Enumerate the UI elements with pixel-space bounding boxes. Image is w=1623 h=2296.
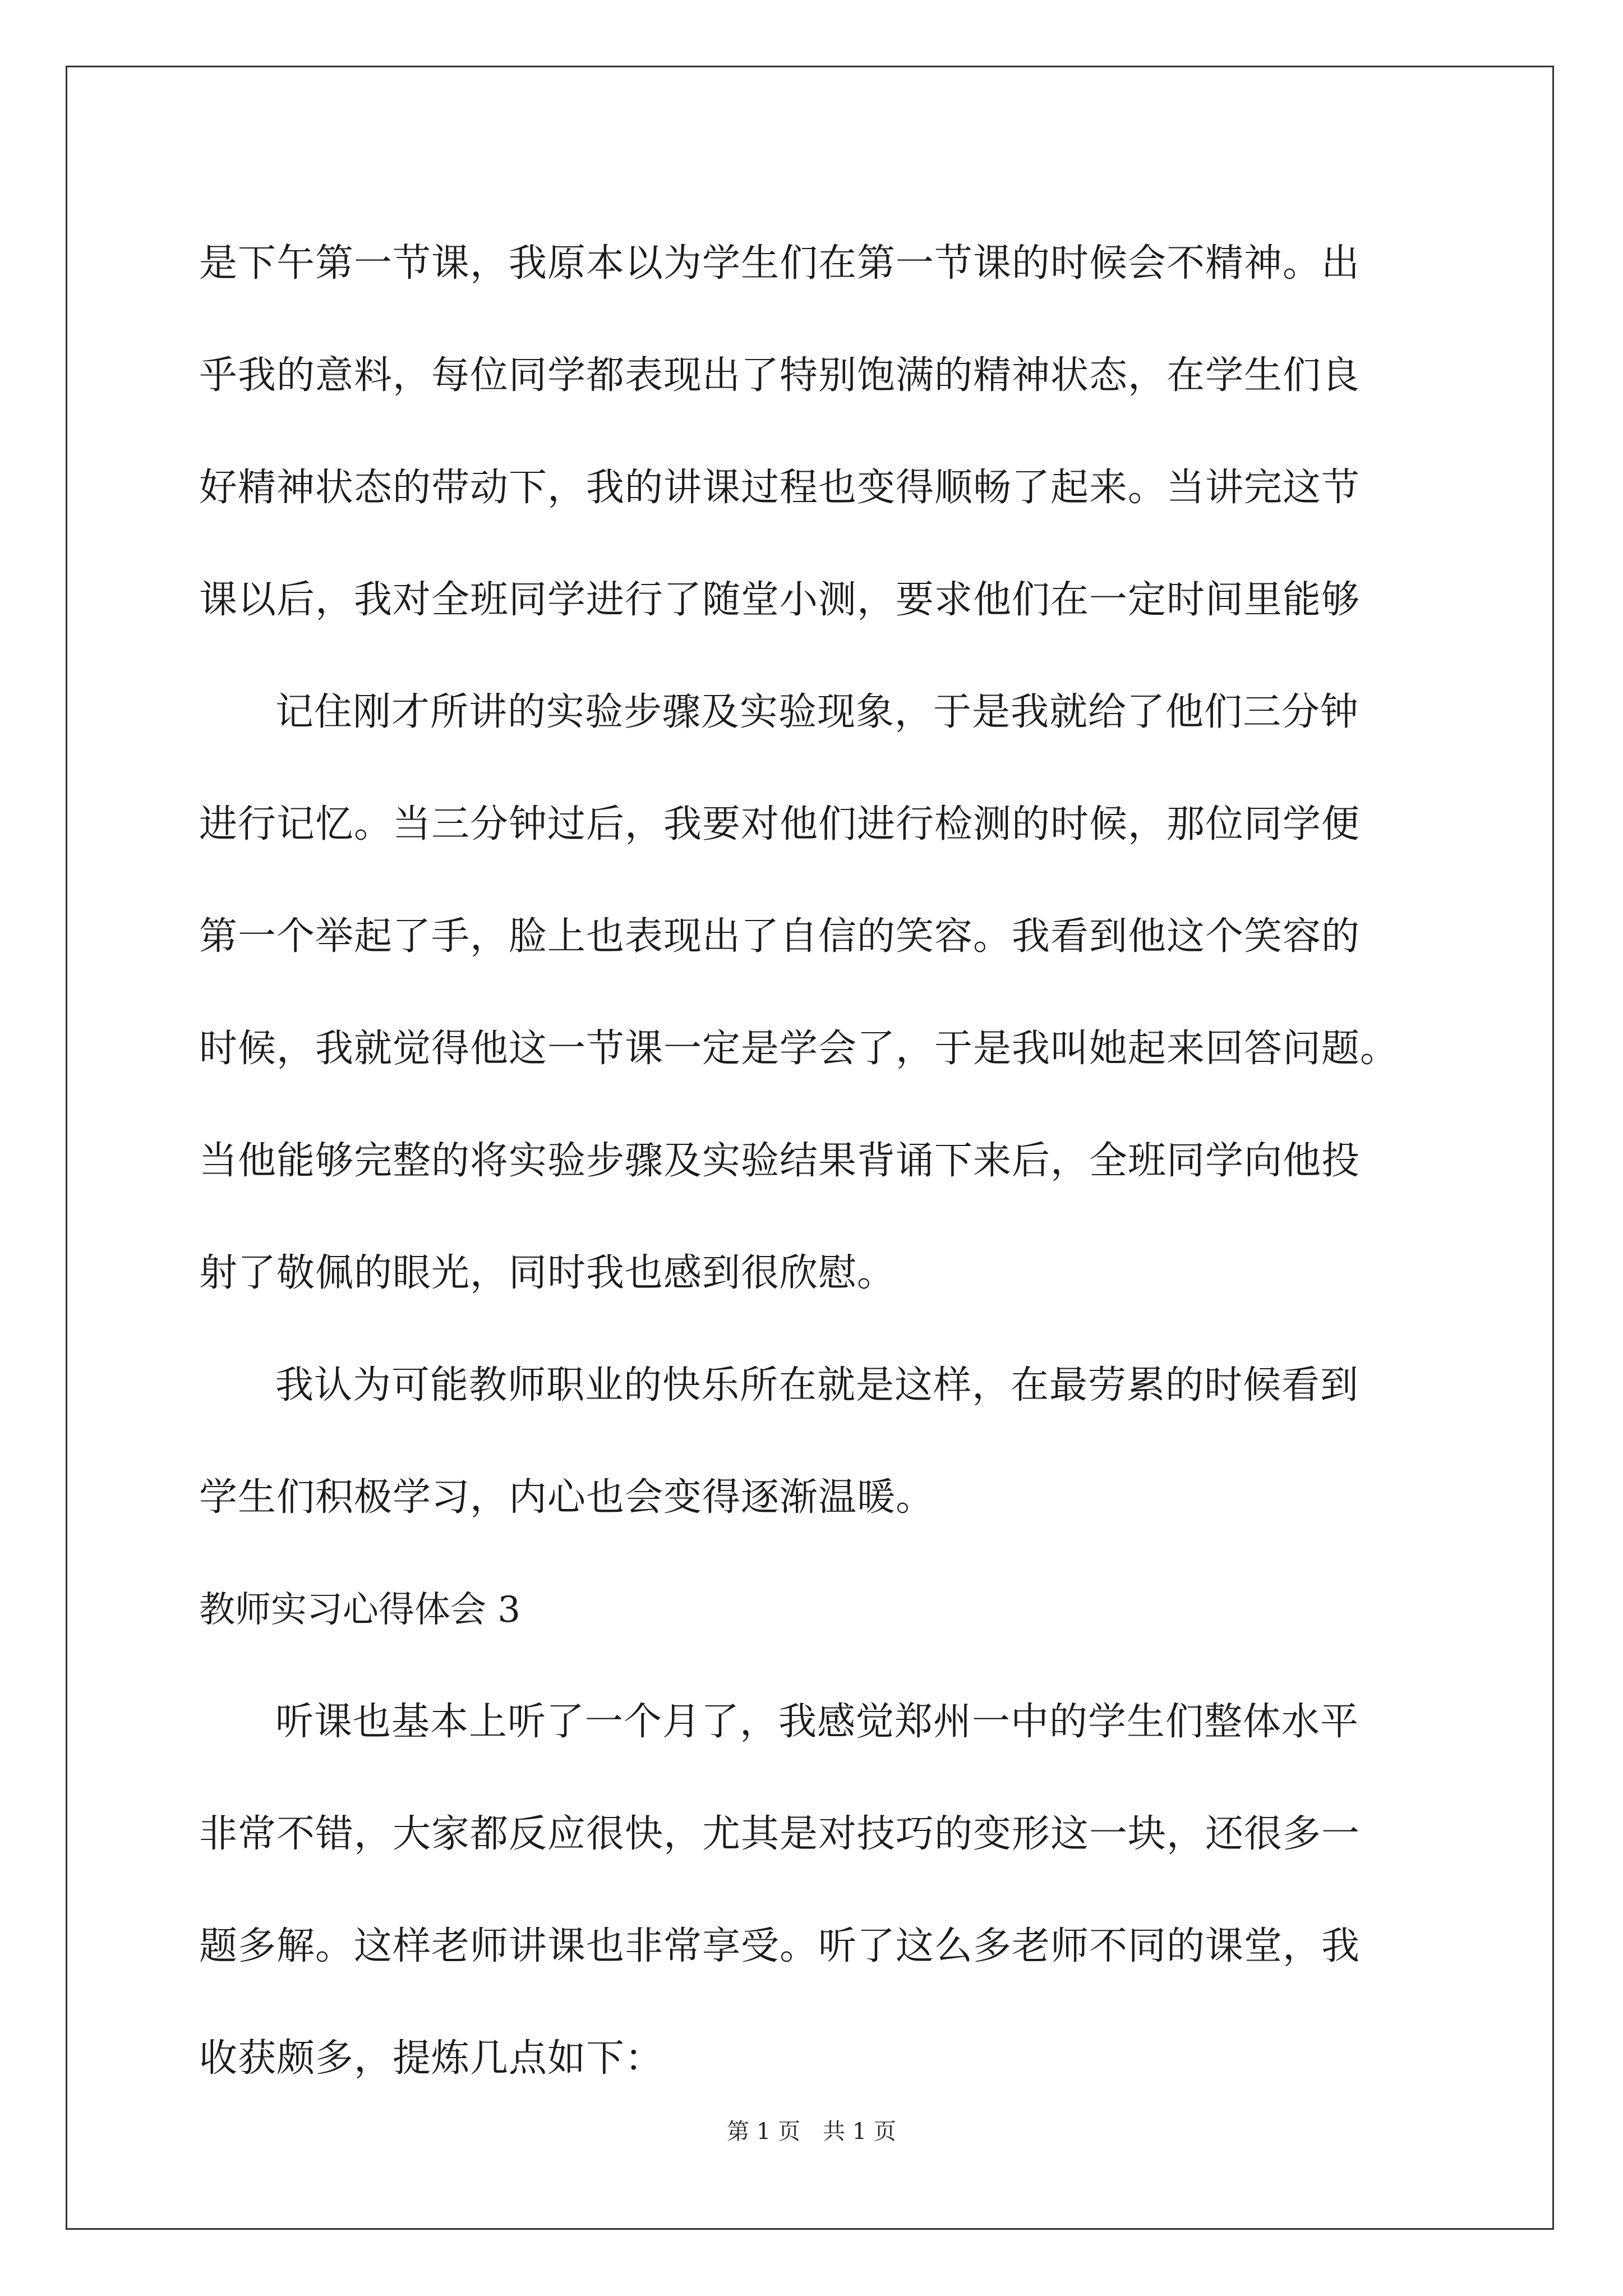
document-body <box>199 208 1433 2115</box>
page-number-footer: 第 1 页 共 1 页 <box>727 2119 896 2145</box>
text-line: 题多解。这样老师讲课也非常享受。听了这么多老师不同的课堂，我 <box>199 1924 1361 1968</box>
text-line: 时候，我就觉得他这一节课一定是学会了，于是我叫她起来回答问题。 <box>199 1027 1399 1071</box>
text-line: 学生们积极学习，内心也会变得逐渐温暖。 <box>199 1475 935 1520</box>
text-line: 非常不错，大家都反应很快，尤其是对技巧的变形这一块，还很多一 <box>199 1812 1361 1856</box>
text-line: 课以后，我对全班同学进行了随堂小测，要求他们在一定时间里能够 <box>199 578 1361 622</box>
text-line: 好精神状态的带动下，我的讲课过程也变得顺畅了起来。当讲完这节 <box>199 466 1361 510</box>
text-line: 乎我的意料，每位同学都表现出了特别饱满的精神状态，在学生们良 <box>199 353 1361 398</box>
paragraph-start-line: 我认为可能教师职业的快乐所在就是这样，在最劳累的时候看到 <box>275 1363 1359 1407</box>
text-line: 收获颇多，提炼几点如下： <box>199 2036 664 2081</box>
section-heading: 教师实习心得体会 3 <box>199 1589 521 1631</box>
text-line: 是下午第一节课，我原本以为学生们在第一节课的时候会不精神。出 <box>199 241 1361 286</box>
text-line: 射了敬佩的眼光，同时我也感到很欣慰。 <box>199 1251 896 1295</box>
text-line: 当他能够完整的将实验步骤及实验结果背诵下来后，全班同学向他投 <box>199 1139 1361 1183</box>
text-line: 第一个举起了手，脸上也表现出了自信的笑容。我看到他这个笑容的 <box>199 914 1361 959</box>
text-line: 进行记忆。当三分钟过后，我要对他们进行检测的时候，那位同学便 <box>199 802 1361 846</box>
paragraph-start-line: 记住刚才所讲的实验步骤及实验现象，于是我就给了他们三分钟 <box>275 690 1359 734</box>
paragraph-start-line: 听课也基本上听了一个月了，我感觉郑州一中的学生们整体水平 <box>275 1700 1359 1744</box>
